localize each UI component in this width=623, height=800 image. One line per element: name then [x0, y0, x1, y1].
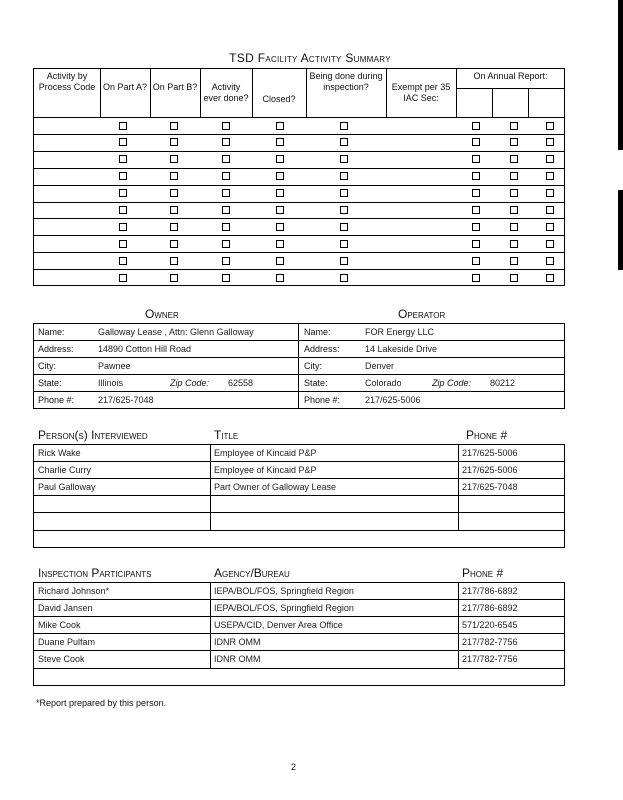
activity-checkbox[interactable]	[472, 138, 480, 146]
activity-checkbox[interactable]	[222, 155, 230, 163]
activity-checkbox[interactable]	[472, 223, 480, 231]
activity-checkbox[interactable]	[546, 257, 554, 265]
activity-checkbox[interactable]	[546, 206, 554, 214]
participant-name: Steve Cook	[38, 654, 85, 664]
owner-state: Illinois	[98, 378, 124, 388]
col-on-part-a: On Part A?	[102, 82, 148, 92]
col-exempt: Exempt per 35 IAC Sec:	[391, 82, 451, 103]
activity-checkbox[interactable]	[276, 155, 284, 163]
activity-checkbox[interactable]	[222, 240, 230, 248]
activity-checkbox[interactable]	[222, 122, 230, 130]
owner-address-label: Address:	[38, 344, 74, 354]
col-activity-ever-done: Activity ever done?	[203, 82, 249, 103]
activity-row-divider	[33, 235, 565, 236]
participant-phone: 217/782-7756	[462, 654, 518, 664]
activity-checkbox[interactable]	[472, 155, 480, 163]
activity-checkbox[interactable]	[340, 138, 348, 146]
activity-checkbox[interactable]	[472, 172, 480, 180]
owner-address: 14890 Cotton Hill Road	[98, 344, 192, 354]
participant-name: Richard Johnson*	[38, 586, 110, 596]
activity-row-divider	[33, 252, 565, 253]
participant-agency: IEPA/BOL/FOS, Springfield Region	[214, 586, 354, 596]
activity-checkbox[interactable]	[222, 274, 230, 282]
activity-checkbox[interactable]	[340, 240, 348, 248]
activity-checkbox[interactable]	[546, 138, 554, 146]
activity-checkbox[interactable]	[170, 138, 178, 146]
activity-checkbox[interactable]	[276, 223, 284, 231]
owner-city: Pawnee	[98, 361, 131, 371]
activity-checkbox[interactable]	[119, 138, 127, 146]
activity-row-divider	[33, 168, 565, 169]
owner-phone: 217/625-7048	[98, 395, 154, 405]
activity-checkbox[interactable]	[170, 206, 178, 214]
col-being-done: Being done during inspection?	[309, 71, 383, 92]
activity-checkbox[interactable]	[170, 240, 178, 248]
activity-checkbox[interactable]	[472, 206, 480, 214]
activity-checkbox[interactable]	[170, 223, 178, 231]
page-number: 2	[291, 762, 297, 772]
activity-checkbox[interactable]	[510, 189, 518, 197]
activity-checkbox[interactable]	[119, 223, 127, 231]
activity-checkbox[interactable]	[170, 189, 178, 197]
activity-checkbox[interactable]	[276, 122, 284, 130]
activity-checkbox[interactable]	[170, 155, 178, 163]
activity-checkbox[interactable]	[119, 240, 127, 248]
interviewed-name: Rick Wake	[38, 448, 81, 458]
activity-row-divider	[33, 218, 565, 219]
activity-checkbox[interactable]	[472, 122, 480, 130]
participant-agency: IDNR OMM	[214, 654, 261, 664]
activity-checkbox[interactable]	[170, 122, 178, 130]
operator-state-label: State:	[304, 378, 328, 388]
activity-checkbox[interactable]	[546, 122, 554, 130]
activity-row-divider	[33, 134, 565, 135]
col-on-annual-report: On Annual Report:	[473, 71, 548, 81]
activity-checkbox[interactable]	[340, 257, 348, 265]
owner-zip: 62558	[228, 378, 254, 388]
interviewed-phone-heading: Phone #	[466, 428, 508, 442]
col-on-part-b: On Part B?	[152, 82, 198, 92]
operator-city-label: City:	[304, 361, 322, 371]
owner-name: Galloway Lease , Attn: Glenn Galloway	[98, 327, 254, 337]
activity-row-divider	[33, 202, 565, 203]
activity-checkbox[interactable]	[340, 189, 348, 197]
participant-agency: IDNR OMM	[214, 637, 261, 647]
participant-phone: 571/220-6545	[462, 620, 518, 630]
activity-checkbox[interactable]	[546, 240, 554, 248]
activity-summary-title: TSD Facility Activity Summary	[229, 51, 391, 65]
participants-phone-heading: Phone #	[462, 566, 504, 580]
operator-phone: 217/625-5006	[365, 395, 421, 405]
activity-checkbox[interactable]	[340, 122, 348, 130]
owner-name-label: Name:	[38, 327, 65, 337]
scan-edge-bar	[618, 190, 623, 270]
activity-checkbox[interactable]	[472, 257, 480, 265]
participant-name: David Jansen	[38, 603, 93, 613]
activity-checkbox[interactable]	[340, 172, 348, 180]
activity-checkbox[interactable]	[276, 189, 284, 197]
activity-checkbox[interactable]	[119, 257, 127, 265]
activity-checkbox[interactable]	[222, 172, 230, 180]
participant-name: Mike Cook	[38, 620, 81, 630]
activity-checkbox[interactable]	[510, 206, 518, 214]
activity-checkbox[interactable]	[546, 172, 554, 180]
activity-checkbox[interactable]	[222, 138, 230, 146]
activity-checkbox[interactable]	[276, 206, 284, 214]
activity-checkbox[interactable]	[510, 240, 518, 248]
operator-state: Colorado	[365, 378, 402, 388]
interviewed-phone: 217/625-7048	[462, 482, 518, 492]
activity-checkbox[interactable]	[119, 206, 127, 214]
operator-phone-label: Phone #:	[304, 395, 341, 405]
participant-phone: 217/782-7756	[462, 637, 518, 647]
interviewed-name: Charlie Curry	[38, 465, 92, 475]
activity-checkbox[interactable]	[222, 223, 230, 231]
interviewed-title: Employee of Kincaid P&P	[214, 465, 317, 475]
owner-zip-label: Zip Code:	[170, 378, 210, 388]
activity-checkbox[interactable]	[546, 274, 554, 282]
operator-zip-label: Zip Code:	[432, 378, 472, 388]
operator-heading: Operator	[398, 307, 446, 321]
activity-checkbox[interactable]	[170, 257, 178, 265]
activity-checkbox[interactable]	[170, 274, 178, 282]
activity-checkbox[interactable]	[119, 155, 127, 163]
participant-phone: 217/786-6892	[462, 586, 518, 596]
operator-address-label: Address:	[304, 344, 340, 354]
activity-checkbox[interactable]	[222, 189, 230, 197]
activity-checkbox[interactable]	[340, 223, 348, 231]
activity-checkbox[interactable]	[276, 274, 284, 282]
activity-checkbox[interactable]	[222, 257, 230, 265]
activity-checkbox[interactable]	[119, 122, 127, 130]
activity-checkbox[interactable]	[276, 172, 284, 180]
activity-checkbox[interactable]	[510, 155, 518, 163]
activity-checkbox[interactable]	[340, 155, 348, 163]
activity-checkbox[interactable]	[222, 206, 230, 214]
activity-checkbox[interactable]	[276, 138, 284, 146]
scan-edge-bar	[618, 0, 623, 150]
interviewed-title: Employee of Kincaid P&P	[214, 448, 317, 458]
agency-bureau-heading: Agency/Bureau	[214, 566, 290, 580]
activity-checkbox[interactable]	[276, 257, 284, 265]
activity-checkbox[interactable]	[510, 172, 518, 180]
activity-checkbox[interactable]	[546, 223, 554, 231]
activity-checkbox[interactable]	[510, 274, 518, 282]
owner-phone-label: Phone #:	[38, 395, 75, 405]
activity-checkbox[interactable]	[510, 138, 518, 146]
activity-checkbox[interactable]	[510, 122, 518, 130]
interviewed-name: Paul Galloway	[38, 482, 96, 492]
activity-checkbox[interactable]	[340, 206, 348, 214]
activity-checkbox[interactable]	[510, 223, 518, 231]
operator-name: FOR Energy LLC	[365, 327, 435, 337]
operator-address: 14 Lakeside Drive	[365, 344, 438, 354]
participant-name: Duane Pulfam	[38, 637, 96, 647]
interviewed-phone: 217/625-5006	[462, 465, 518, 475]
title-heading: Title	[214, 428, 239, 442]
operator-zip: 80212	[490, 378, 516, 388]
activity-row-divider	[33, 151, 565, 152]
participant-agency: IEPA/BOL/FOS, Springfield Region	[214, 603, 354, 613]
activity-checkbox[interactable]	[472, 189, 480, 197]
activity-checkbox[interactable]	[340, 274, 348, 282]
footnote: *Report prepared by this person.	[36, 698, 167, 708]
activity-checkbox[interactable]	[472, 274, 480, 282]
owner-state-label: State:	[38, 378, 62, 388]
interviewed-table	[33, 444, 565, 548]
activity-checkbox[interactable]	[119, 274, 127, 282]
activity-checkbox[interactable]	[510, 257, 518, 265]
participant-agency: USEPA/CID, Denver Area Office	[214, 620, 343, 630]
owner-heading: Owner	[145, 307, 179, 321]
persons-interviewed-heading: Person(s) Interviewed	[38, 428, 148, 442]
col-closed: Closed?	[262, 94, 296, 104]
participant-phone: 217/786-6892	[462, 603, 518, 613]
owner-city-label: City:	[38, 361, 56, 371]
interviewed-title: Part Owner of Galloway Lease	[214, 482, 337, 492]
activity-row-divider	[33, 185, 565, 186]
activity-row-divider	[33, 269, 565, 270]
activity-checkbox[interactable]	[546, 189, 554, 197]
activity-checkbox[interactable]	[119, 172, 127, 180]
inspection-participants-heading: Inspection Participants	[38, 566, 152, 580]
activity-checkbox[interactable]	[276, 240, 284, 248]
activity-checkbox[interactable]	[472, 240, 480, 248]
participants-table	[33, 582, 565, 686]
interviewed-phone: 217/625-5006	[462, 448, 518, 458]
activity-checkbox[interactable]	[119, 189, 127, 197]
col-activity-by-process: Activity by Process Code	[38, 71, 96, 92]
operator-name-label: Name:	[304, 327, 331, 337]
operator-city: Denver	[365, 361, 395, 371]
activity-checkbox[interactable]	[546, 155, 554, 163]
activity-checkbox[interactable]	[170, 172, 178, 180]
